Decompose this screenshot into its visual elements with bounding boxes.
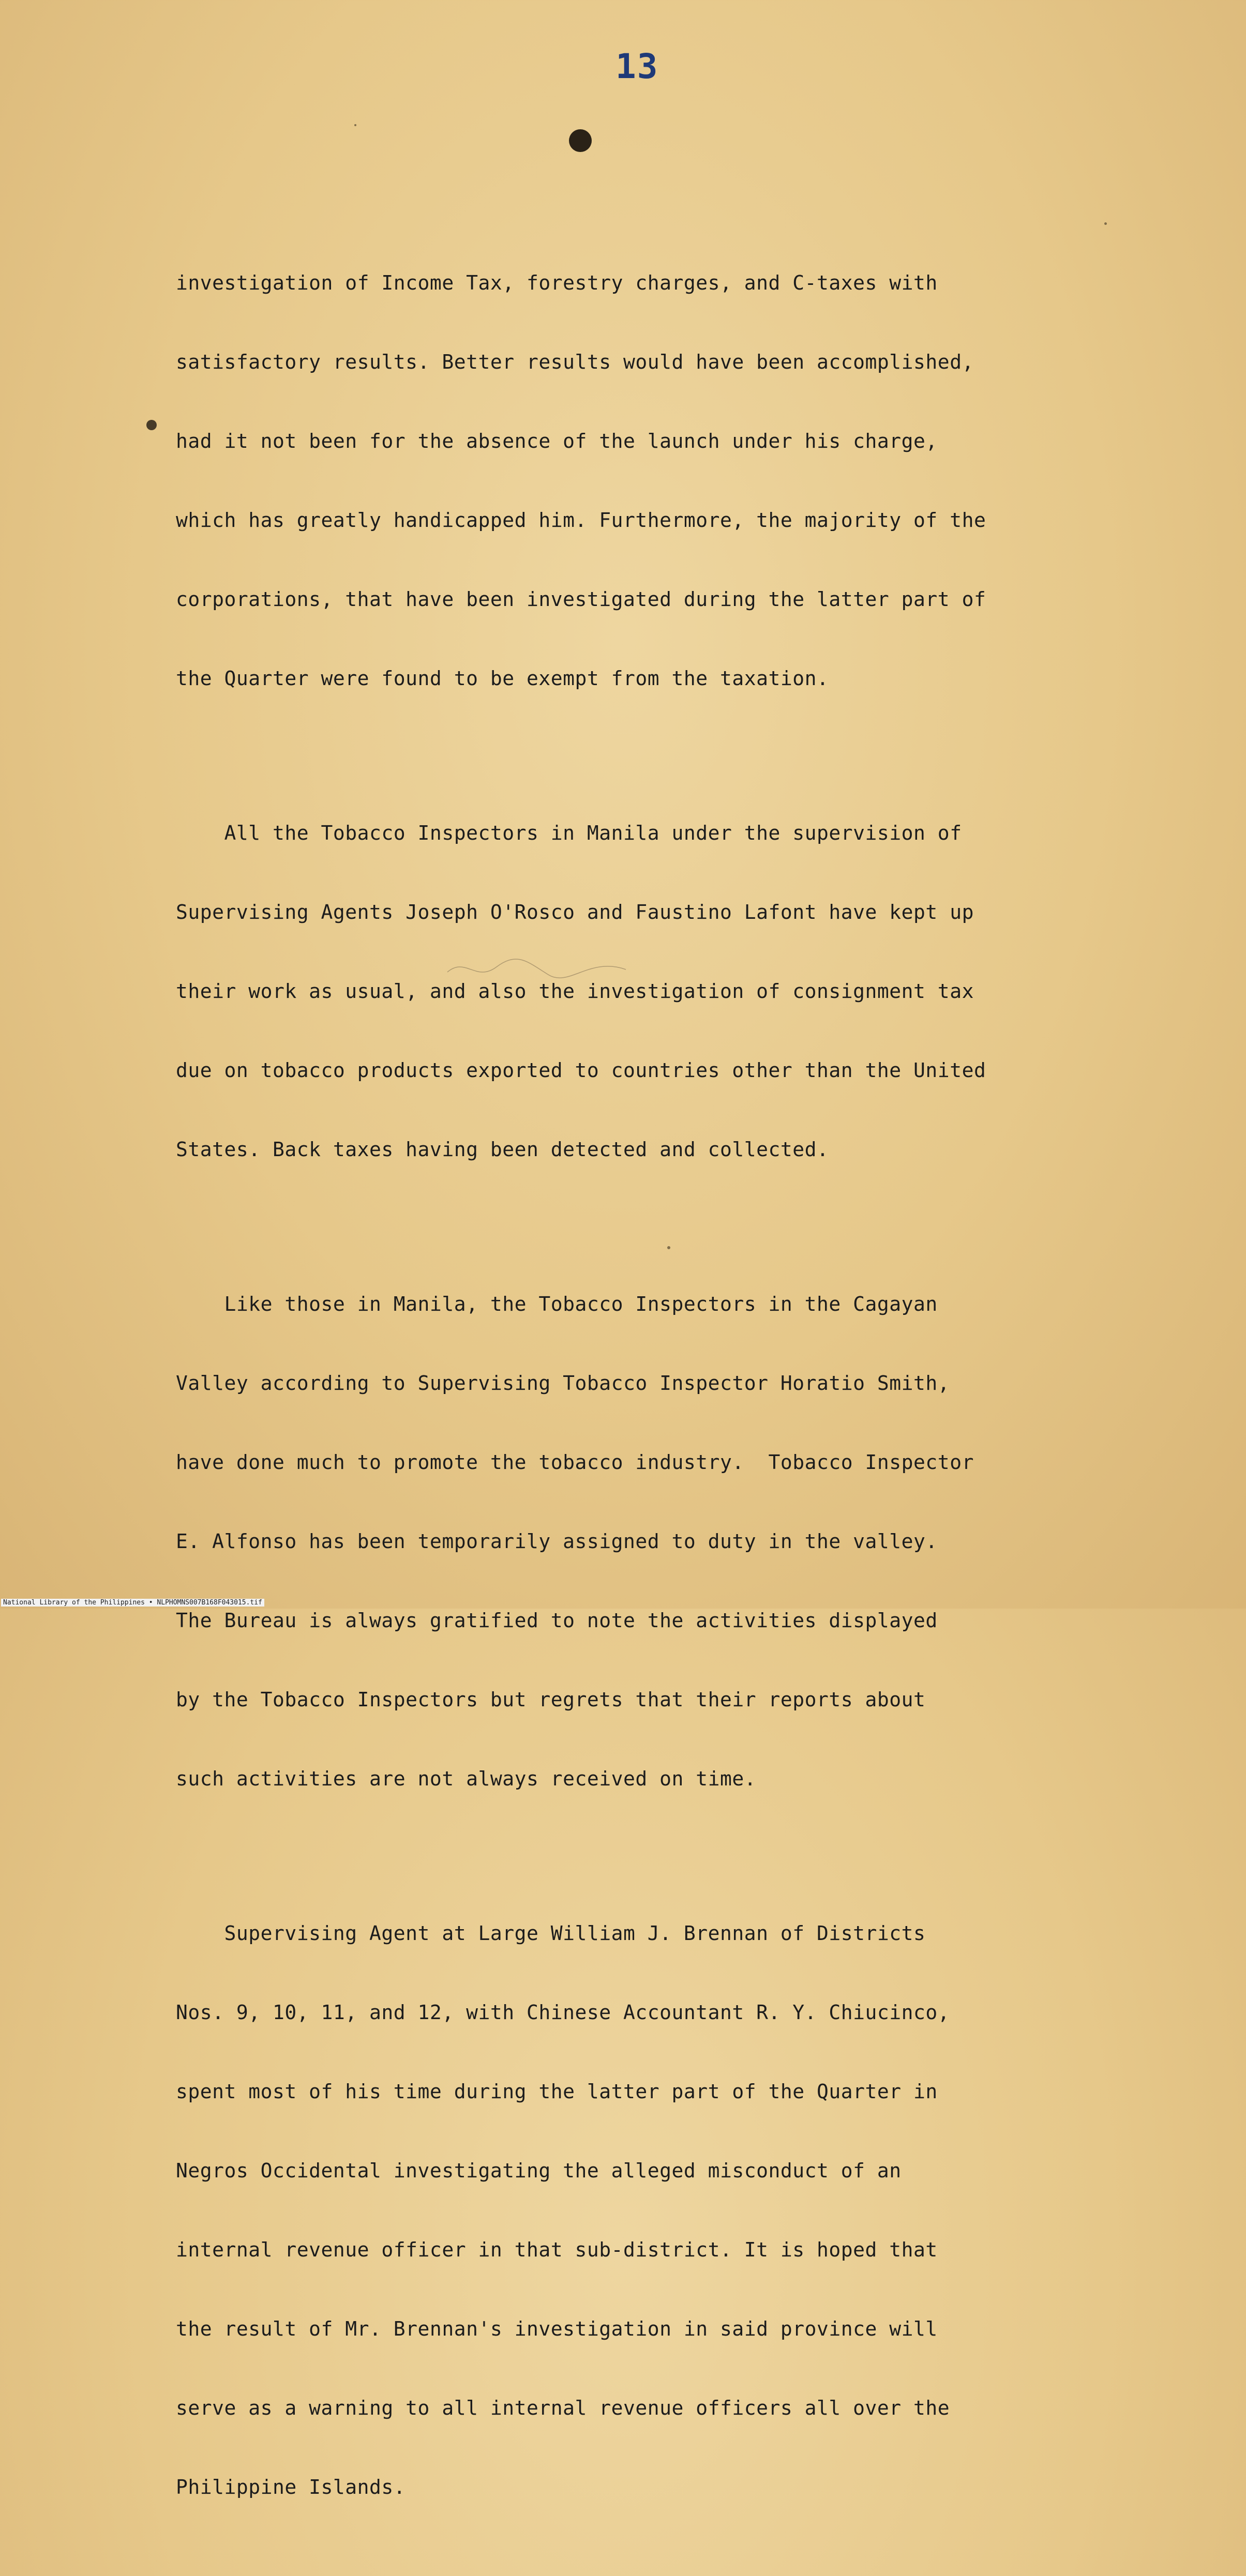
text-line: E. Alfonso has been temporarily assigned to duty in the valley. [176, 1530, 938, 1553]
text-line: Negros Occidental investigating the alleged misconduct of an [176, 2159, 902, 2182]
paper-speck [354, 124, 356, 126]
text-line: the Quarter were found to be exempt from the taxation. [176, 667, 829, 690]
ink-blot [146, 420, 157, 430]
text-line: spent most of his time during the latter part of the Quarter in [176, 2080, 938, 2103]
page-number: 13 [616, 47, 659, 86]
punch-hole [569, 129, 592, 152]
body-text [176, 217, 1097, 2576]
text-line: have done much to promote the tobacco industry. Tobacco Inspector [176, 1451, 974, 1474]
text-line: the result of Mr. Brennan's investigation in said province will [176, 2317, 938, 2340]
text-line: All the Tobacco Inspectors in Manila under the supervision of [176, 822, 962, 844]
paragraph [176, 767, 1097, 1216]
paragraph [176, 1868, 1097, 2553]
paper-speck [1104, 222, 1107, 225]
archive-footer: National Library of the Philippines • NLPHOMNS007B168F043015.tif [1, 1599, 264, 1607]
text-line: satisfactory results. Better results would have been accomplished, [176, 351, 974, 373]
text-line: Nos. 9, 10, 11, and 12, with Chinese Accountant R. Y. Chiucinco, [176, 2001, 950, 2024]
text-line: Supervising Agent at Large William J. Brennan of Districts [176, 1922, 926, 1945]
text-line: internal revenue officer in that sub-district. It is hoped that [176, 2238, 938, 2261]
text-line: which has greatly handicapped him. Furthermore, the majority of the [176, 509, 986, 532]
text-line: had it not been for the absence of the launch under his charge, [176, 430, 938, 452]
text-line: investigation of Income Tax, forestry charges, and C-taxes with [176, 271, 938, 294]
text-line: such activities are not always received on time. [176, 1767, 757, 1790]
text-line: by the Tobacco Inspectors but regrets that their reports about [176, 1688, 926, 1711]
text-line: Supervising Agents Joseph O'Rosco and Faustino Lafont have kept up [176, 901, 974, 923]
text-line: States. Back taxes having been detected and collected. [176, 1138, 829, 1161]
text-line: due on tobacco products exported to countries other than the United [176, 1059, 986, 1082]
text-line: Like those in Manila, the Tobacco Inspectors in the Cagayan [176, 1293, 938, 1315]
text-line: The Bureau is always gratified to note the activities displayed [176, 1609, 938, 1632]
text-line: their work as usual, and also the investigation of consignment tax [176, 980, 974, 1003]
pencil-scribble [445, 946, 631, 988]
paragraph [176, 1238, 1097, 1845]
text-line: Valley according to Supervising Tobacco Inspector Horatio Smith, [176, 1372, 950, 1395]
text-line: corporations, that have been investigated during the latter part of [176, 588, 986, 611]
text-line: serve as a warning to all internal revenue officers all over the [176, 2397, 950, 2419]
paragraph [176, 217, 1097, 745]
text-line: Philippine Islands. [176, 2476, 406, 2498]
